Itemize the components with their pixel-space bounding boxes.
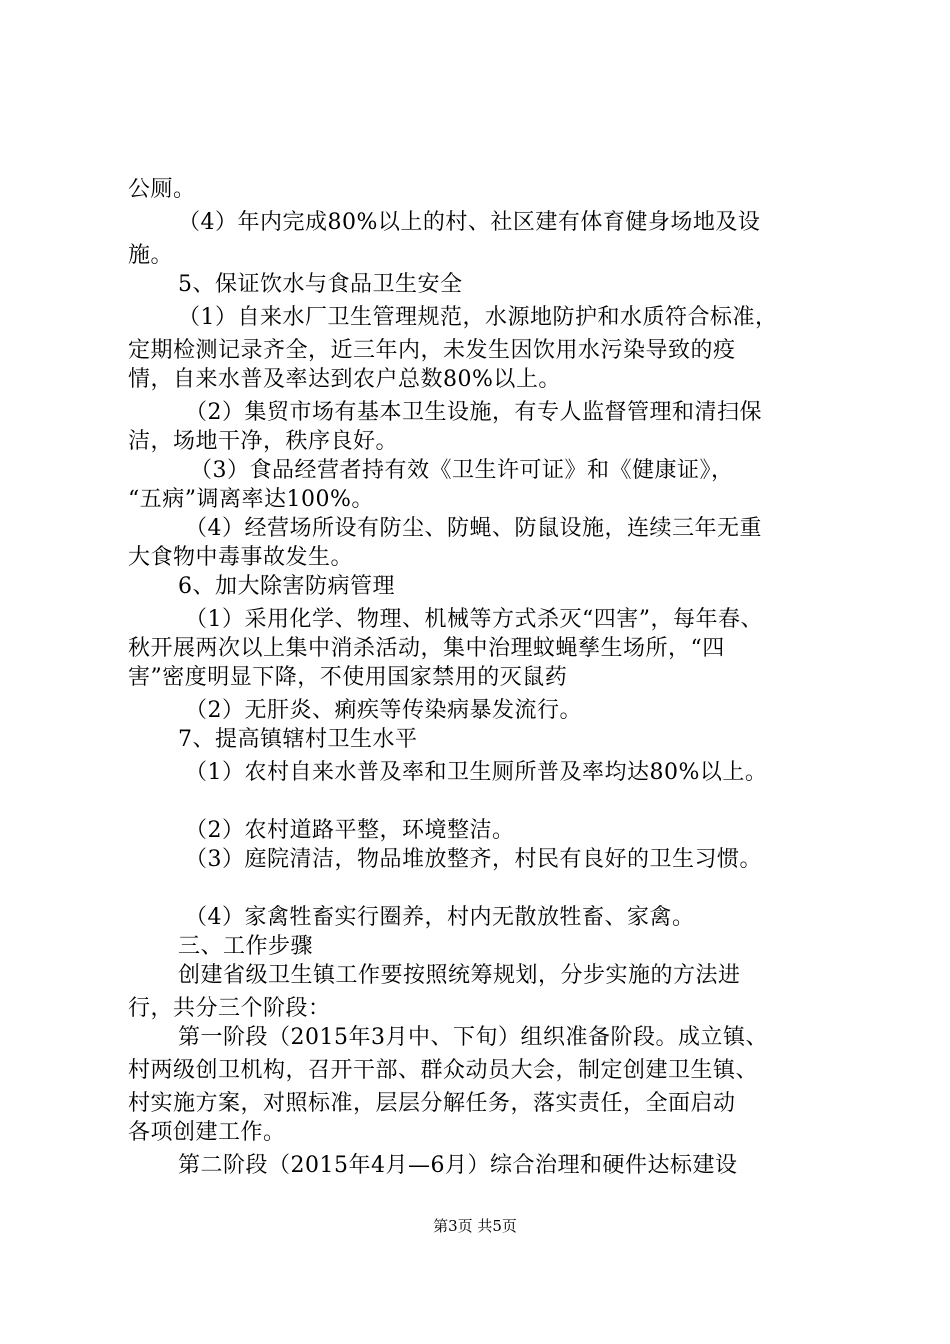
text-line: （2）农村道路平整，环境整洁。 xyxy=(185,818,515,843)
text-line: 洁，场地干净，秩序良好。 xyxy=(128,429,399,454)
text-line: 创建省级卫生镇工作要按照统筹规划，分步实施的方法进 xyxy=(178,963,741,988)
text-line: 定期检测记录齐全，近三年内，未发生因饮用水污染导致的疫 xyxy=(128,338,736,363)
text-line: （1）自来水厂卫生管理规范，水源地防护和水质符合标准， xyxy=(178,305,778,330)
text-line: （1）农村自来水普及率和卫生厕所普及率均达80%以上。 xyxy=(185,760,768,785)
text-line: 行，共分三个阶段： xyxy=(128,996,331,1021)
text-line: 秋开展两次以上集中消杀活动，集中治理蚊蝇孳生场所，“四 xyxy=(128,636,725,661)
text-line: （4）家禽牲畜实行圈养，村内无散放牲畜、家禽。 xyxy=(185,905,695,930)
page-footer: 第3页 共5页 xyxy=(433,1217,517,1235)
text-line: 大食物中毒事故发生。 xyxy=(128,545,354,570)
section-heading: 7、提高镇辖村卫生水平 xyxy=(178,727,418,752)
text-line: 公厕。 xyxy=(128,177,196,202)
text-line: “五病”调离率达100%。 xyxy=(128,487,374,512)
text-line: 村实施方案，对照标准，层层分解任务，落实责任，全面启动 xyxy=(128,1091,736,1116)
text-line: 害”密度明显下降，不使用国家禁用的灭鼠药 xyxy=(128,665,568,690)
text-line: （4）经营场所设有防尘、防蝇、防鼠设施，连续三年无重 xyxy=(185,516,762,541)
text-line: （1）采用化学、物理、机械等方式杀灭“四害”，每年春、 xyxy=(185,607,763,632)
section-heading: 5、保证饮水与食品卫生安全 xyxy=(178,272,463,297)
text-line: 各项创建工作。 xyxy=(128,1120,286,1145)
section-heading: 三、工作步骤 xyxy=(178,934,314,959)
text-line: 第一阶段（2015年3月中、下旬）组织准备阶段。成立镇、 xyxy=(178,1025,768,1050)
section-heading: 6、加大除害防病管理 xyxy=(178,574,395,599)
text-line: 第二阶段（2015年4月—6月）综合治理和硬件达标建设 xyxy=(178,1153,738,1178)
text-line: 施。 xyxy=(128,243,174,268)
text-line: （2）无肝炎、痢疾等传染病暴发流行。 xyxy=(185,698,582,723)
text-line: （2）集贸市场有基本卫生设施，有专人监督管理和清扫保 xyxy=(185,400,762,425)
text-line: （4）年内完成80%以上的村、社区建有体育健身场地及设 xyxy=(178,210,761,235)
text-line: 情，自来水普及率达到农户总数80%以上。 xyxy=(128,367,561,392)
text-line: （3）庭院清洁，物品堆放整齐，村民有良好的卫生习惯。 xyxy=(185,847,762,872)
text-line: 村两级创卫机构，召开干部、群众动员大会，制定创建卫生镇、 xyxy=(128,1058,759,1083)
text-line: （3）食品经营者持有效《卫生许可证》和《健康证》， xyxy=(190,458,734,483)
